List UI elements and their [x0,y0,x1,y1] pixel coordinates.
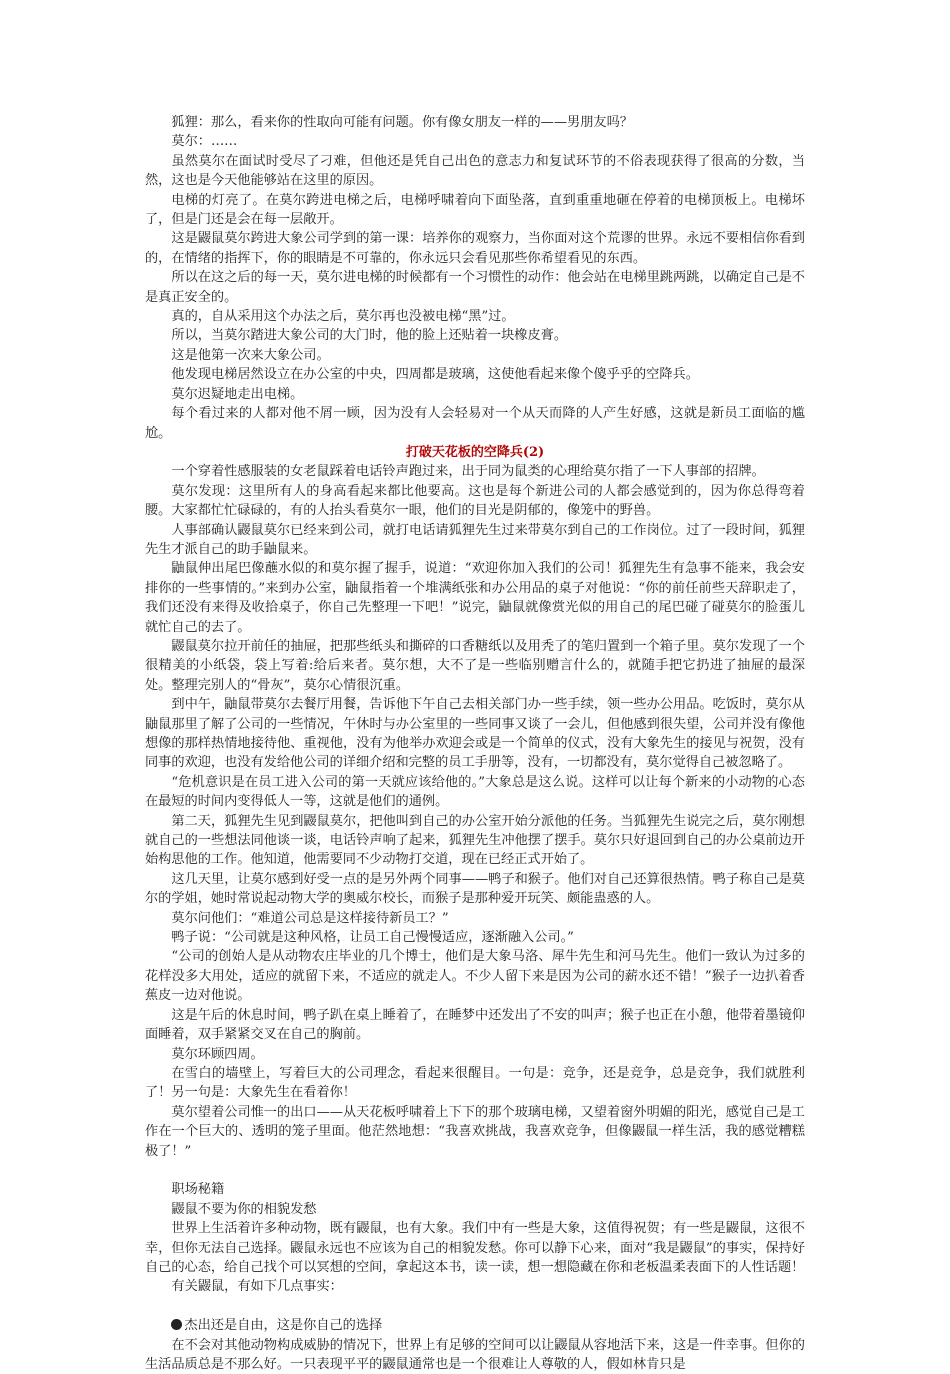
paragraph: 莫尔问他们：“难道公司总是这样接待新员工？” [171,910,449,926]
paragraph: 这是鼹鼠莫尔跨进大象公司学到的第一课：培养你的观察力，当你面对这个荒谬的世界。永远不要相信你看到的，在情绪的指挥下，你的眼睛是不可靠的，你永远只会看见那些你希望看见的东西。 [145,231,805,266]
paragraph: 莫尔望着公司惟一的出口——从天花板呼啸着上下下的那个玻璃电梯，又望着窗外明媚的阳光，感觉自己是工作在一个巨大的、透明的笼子里面。他茫然地想：“我喜欢挑战，我喜欢竞争，但像鼹鼠一样生活，我的感觉糟糕极了！” [145,1104,805,1159]
paragraph: 世界上生活着许多种动物，既有鼹鼠，也有大象。我们中有一些是大象，这值得祝贺；有一些是鼹鼠，这很不幸，但你无法自己选择。鼹鼠永远也不应该为自己的相貌发愁。你可以静下心来，面对“我是鼹鼠”的事实，保持好自己的心态，给自己找个可以冥想的空间，拿起这本书，读一读，想一想隐藏在你和老板温柔表面下的人性话题！ [145,1221,805,1275]
paragraph: 鸭子说：“公司就是这种风格，让员工自己慢慢适应，逐渐融入公司。” [171,930,574,946]
paragraph: 真的，自从采用这个办法之后，莫尔再也没被电梯“黑”过。 [171,309,515,325]
paragraph: 这几天里，让莫尔感到好受一点的是另外两个同事——鸭子和猴子。他们对自己还算很热情。鸭子称自己是莫尔的学姐，她时常说起动物大学的奥威尔校长，而猴子是那种爱开玩笑、颇能蛊惑的人。 [145,871,805,907]
story-section-1 [145,113,805,443]
paragraph: 莫尔发现：这里所有人的身高看起来都比他要高。这也是每个新进公司的人都会感觉到的，因为你总得弯着腰。大家都忙忙碌碌的，有的人抬头看莫尔一眼，他们的目光是阴郁的，像笼中的野兽。 [145,483,805,519]
paragraph: 到中午，鼬鼠带莫尔去餐厅用餐，告诉他下午自己去相关部门办一些手续，领一些办公用品。吃饭时，莫尔从鼬鼠那里了解了公司的一些情况，午休时与办公室里的一些同事又谈了一会儿，但他感到很失望，公司并没有像他想像的那样热情地接待他、重视他，没有为他举办欢迎会或是一个简单的仪式，没有大象先生的接见与祝贺，没有同事的欢迎，也没有发给他公司的详细介绍和完整的员工手册等，没有，一切都没有，莫尔觉得自己被忽略了。 [145,697,805,771]
paragraph: 在雪白的墙壁上，写着巨大的公司理念，看起来很醒目。一句是：竞争，还是竞争，总是竞争，我们就胜利了！另一句是：大象先生在看着你！ [145,1065,805,1101]
paragraph: 虽然莫尔在面试时受尽了刁难，但他还是凭自己出色的意志力和复试环节的不俗表现获得了很高的分数，当然，这也是今天他能够站在这里的原因。 [145,153,805,189]
paragraph: 有关鼹鼠，有如下几点事实： [171,1279,343,1295]
spacer [145,1161,805,1180]
spacer [145,1297,805,1316]
section-subtitle: 鼹鼠不要为你的相貌发愁 [171,1201,317,1217]
tips-section [145,1180,805,1374]
bullet-dot-icon [171,1319,182,1330]
paragraph: 鼬鼠伸出尾巴像蘸水似的和莫尔握了握手，说道：“欢迎你加入我们的公司！狐狸先生有急事不能来，我会安排你的一些事情的。”来到办公室，鼬鼠指着一个堆满纸张和办公用品的桌子对他说：“你的前任前些天辞职走了，我们还没有来得及收拾桌子，你自己先整理一下吧！”说完，鼬鼠就像赏光似的用自己的尾巴碰了碰莫尔的脸蛋儿就忙自己的去了。 [145,561,805,635]
paragraph: 莫尔：…… [171,134,238,150]
paragraph: 这是他第一次来大象公司。 [171,347,330,363]
paragraph: 莫尔环顾四周。 [171,1046,264,1062]
bullet-heading: 杰出还是自由，这是你自己的选择 [184,1318,383,1334]
paragraph: 所以，当莫尔踏进大象公司的大门时，他的脸上还贴着一块橡皮膏。 [171,328,568,344]
paragraph: 电梯的灯亮了。在莫尔跨进电梯之后，电梯呼啸着向下面坠落，直到重重地砸在停着的电梯顶板上。电梯坏了，但是门还是会在每一层敞开。 [145,192,805,228]
paragraph: 这是午后的休息时间，鸭子趴在桌上睡着了，在睡梦中还发出了不安的叫声；猴子也正在小憩，他带着墨镜仰面睡着，双手紧紧交叉在自己的胸前。 [145,1007,805,1043]
section-title: 职场秘籍 [171,1182,225,1198]
paragraph: “公司的创始人是从动物农庄毕业的几个博士，他们是大象马洛、犀牛先生和河马先生。他们一致认为过多的花样没多大用处，适应的就留下来，不适应的就走人。不少人留下来是因为公司的薪水还不错！”猴子一边扒着香蕉皮一边对他说。 [145,949,805,1004]
paragraph: 所以在这之后的每一天，莫尔进电梯的时候都有一个习惯性的动作：他会站在电梯里跳两跳，以确定自己是不是真正安全的。 [145,270,805,305]
paragraph: “危机意识是在员工进入公司的第一天就应该给他的。”大象总是这么说。这样可以让每个新来的小动物的心态在最短的时间内变得低人一等，这就是他们的通例。 [145,774,805,810]
paragraph: 鼹鼠莫尔拉开前任的抽屉，把那些纸头和撕碎的口香糖纸以及用秃了的笔归置到一个箱子里。莫尔发现了一个很精美的小纸袋，袋上写着:给后来者。莫尔想，大不了是一些临别赠言什么的，就随手把它扔进了抽屉的最深处。整理完别人的“骨灰”，莫尔心情很沉重。 [145,638,805,693]
paragraph: 第二天，狐狸先生见到鼹鼠莫尔，把他叫到自己的办公室开始分派他的任务。当狐狸先生说完之后，莫尔刚想就自己的一些想法同他谈一谈，电话铃声响了起来，狐狸先生冲他摆了摆手。莫尔只好退回到自己的办公桌前边开始构思他的工作。他知道，他需要同不少动物打交道，现在已经正式开始了。 [145,813,805,868]
paragraph: 他发现电梯居然设立在办公室的中央，四周都是玻璃，这使他看起来像个傻乎乎的空降兵。 [171,367,699,383]
paragraph: 狐狸：那么，看来你的性取向可能有问题。你有像女朋友一样的——男朋友吗？ [171,115,633,130]
paragraph: 莫尔迟疑地走出电梯。 [171,386,304,402]
paragraph: 人事部确认鼹鼠莫尔已经来到公司，就打电话请狐狸先生过来带莫尔到自己的工作岗位。过了一段时间，狐狸先生才派自己的助手鼬鼠来。 [145,522,805,557]
story-section-2 [145,462,805,1161]
paragraph: 一个穿着性感服装的女老鼠踩着电话铃声跑过来，出于同为鼠类的心理给莫尔指了一下人事部的招牌。 [171,464,765,480]
chapter-heading: 打破天花板的空降兵(2) [405,444,545,460]
paragraph: 在不会对其他动物构成威胁的情况下，世界上有足够的空间可以让鼹鼠从容地活下来，这是一件幸事。但你的生活品质总是不那么好。一只表现平平的鼹鼠通常也是一个很难让人尊敬的人，假如林肯只是 [145,1337,805,1372]
paragraph: 每个看过来的人都对他不屑一顾，因为没有人会轻易对一个从天而降的人产生好感，这就是新员工面临的尴尬。 [145,406,805,441]
document-page [145,113,805,1374]
bullet-item [145,1316,805,1335]
